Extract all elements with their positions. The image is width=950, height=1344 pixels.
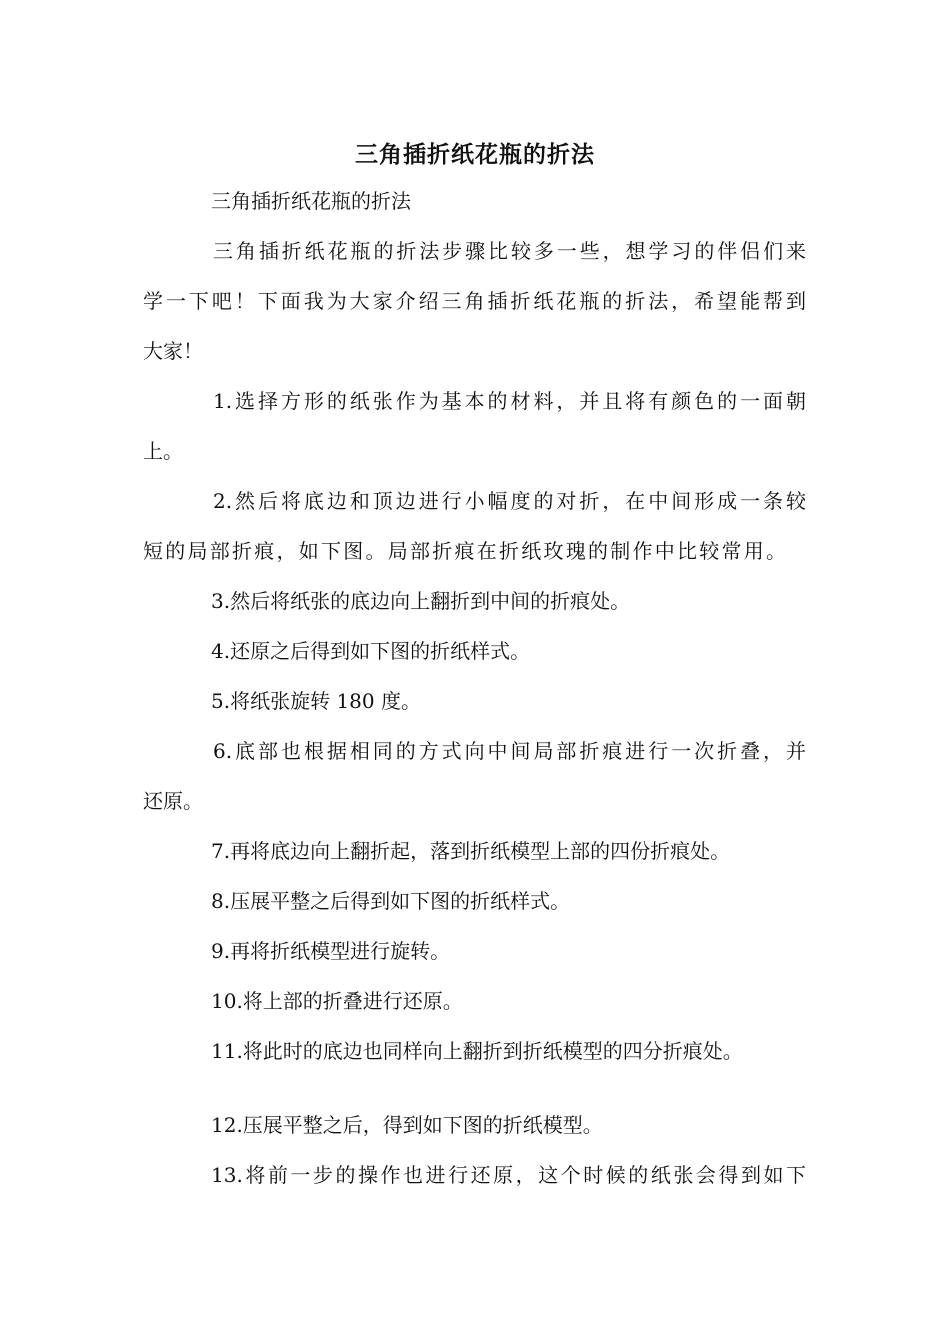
step-11: 11.将此时的底边也同样向上翻折到折纸模型的四分折痕处。 <box>211 1039 743 1063</box>
step-13: 13.将前一步的操作也进行还原，这个时候的纸张会得到如下 <box>211 1163 806 1187</box>
step-1-line-2: 上。 <box>143 439 183 463</box>
step-10: 10.将上部的折叠进行还原。 <box>211 989 463 1013</box>
intro-line-3: 大家！ <box>143 339 203 363</box>
step-2-line-2: 短的局部折痕，如下图。局部折痕在折纸玫瑰的制作中比较常用。 <box>143 539 786 563</box>
step-8: 8.压展平整之后得到如下图的折纸样式。 <box>211 889 571 913</box>
step-4: 4.还原之后得到如下图的折纸样式。 <box>211 639 531 663</box>
subtitle: 三角插折纸花瓶的折法 <box>211 189 411 213</box>
step-6-line-2: 还原。 <box>143 789 203 813</box>
step-2-line-1: 2.然后将底边和顶边进行小幅度的对折，在中间形成一条较 <box>213 489 806 513</box>
step-5: 5.将纸张旋转 180 度。 <box>211 689 421 713</box>
intro-line-2: 学一下吧！下面我为大家介绍三角插折纸花瓶的折法，希望能帮到 <box>143 289 806 313</box>
step-1-line-1: 1.选择方形的纸张作为基本的材料，并且将有颜色的一面朝 <box>213 389 806 413</box>
step-6-line-1: 6.底部也根据相同的方式向中间局部折痕进行一次折叠，并 <box>213 739 806 763</box>
step-12: 12.压展平整之后，得到如下图的折纸模型。 <box>211 1113 603 1137</box>
document-title: 三角插折纸花瓶的折法 <box>355 141 595 168</box>
step-3: 3.然后将纸张的底边向上翻折到中间的折痕处。 <box>211 589 631 613</box>
step-9: 9.再将折纸模型进行旋转。 <box>211 939 451 963</box>
step-7: 7.再将底边向上翻折起，落到折纸模型上部的四份折痕处。 <box>211 839 731 863</box>
intro-line-1: 三角插折纸花瓶的折法步骤比较多一些，想学习的伴侣们来 <box>213 239 806 263</box>
